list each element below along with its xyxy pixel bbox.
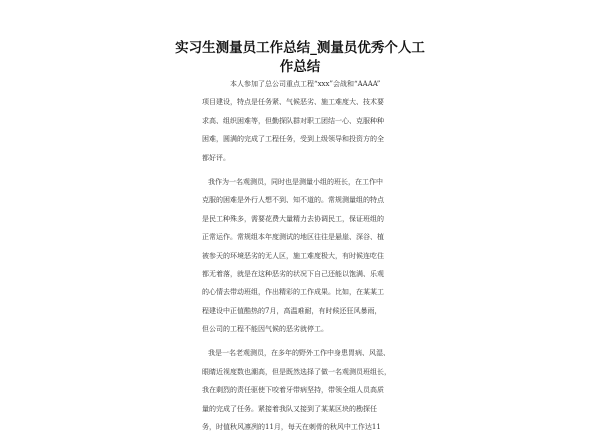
paragraph-line: 我在剩烈的责任驱使下咬着牙带病坚持，带领全组人员高质 xyxy=(202,386,384,395)
paragraph-line: 都好评。 xyxy=(202,153,230,162)
paragraph-line: 克服的困难是外行人想不到、知不道的。常规测量组的特点 xyxy=(202,196,384,205)
paragraph-3 xyxy=(202,344,422,436)
paragraph-line: 困难，圆满的完成了工程任务，受到上级领导和投资方的全 xyxy=(202,135,384,144)
document-title-line-1: 实习生测量员工作总结_测量员优秀个人工 xyxy=(175,40,425,56)
paragraph-line: 求高、组织困难等，但勤探队群对职工团结一心、克服种种 xyxy=(202,116,384,125)
paragraph-line: 我作为一名观测员，同时也是测量小组的班长，在工作中 xyxy=(208,177,383,186)
paragraph-1 xyxy=(202,75,422,167)
paragraph-line: 都无着落，就是在这种恶劣的状况下自己还能以饱满、乐观 xyxy=(202,269,384,278)
paragraph-line: 的心情去带动班组，作出精彩的工作成果。比如，在某某工 xyxy=(202,288,384,297)
paragraph-line: 眼睛近视度数也潮高，但是既然选择了做一名观测员班组长， xyxy=(202,367,391,376)
paragraph-line: 是民工种殊多，需要花费大量精力去协调民工，保证班组的 xyxy=(202,214,384,223)
paragraph-line: 项目建设，特点是任务紧、气候恶劣、施工难度大、技术要 xyxy=(202,98,384,107)
paragraph-line: 量的完成了任务。紧接着我队又接到了某某区块的勘探任 xyxy=(202,404,377,413)
paragraph-line: 我是一名老观测员，在多年的野外工作中身患胃病、风湿、 xyxy=(208,349,390,358)
paragraph-2 xyxy=(202,173,422,339)
document-body xyxy=(202,75,422,436)
paragraph-line: 但公司的工程不能因气候的恶劣就停工。 xyxy=(202,325,328,334)
paragraph-line: 正常运作。常规组本年度测试的地区往往是悬崖、深谷、植 xyxy=(202,233,384,242)
paragraph-line: 程建设中正值酷热的7月，高温难耐，有时候还狂风暴雨， xyxy=(202,306,382,315)
document-title-line-2: 作总结 xyxy=(279,59,321,75)
paragraph-line: 本人参加了总公司重点工程“xxx”会战和“AAAA” xyxy=(230,80,381,88)
paragraph-line: 被参天的环境恶劣的无人区，施工难度极大，有时候连吃住 xyxy=(202,251,384,260)
paragraph-line: 务，时值秋风凛冽的11月，每天在刺骨的秋风中工作达11 xyxy=(202,423,381,432)
